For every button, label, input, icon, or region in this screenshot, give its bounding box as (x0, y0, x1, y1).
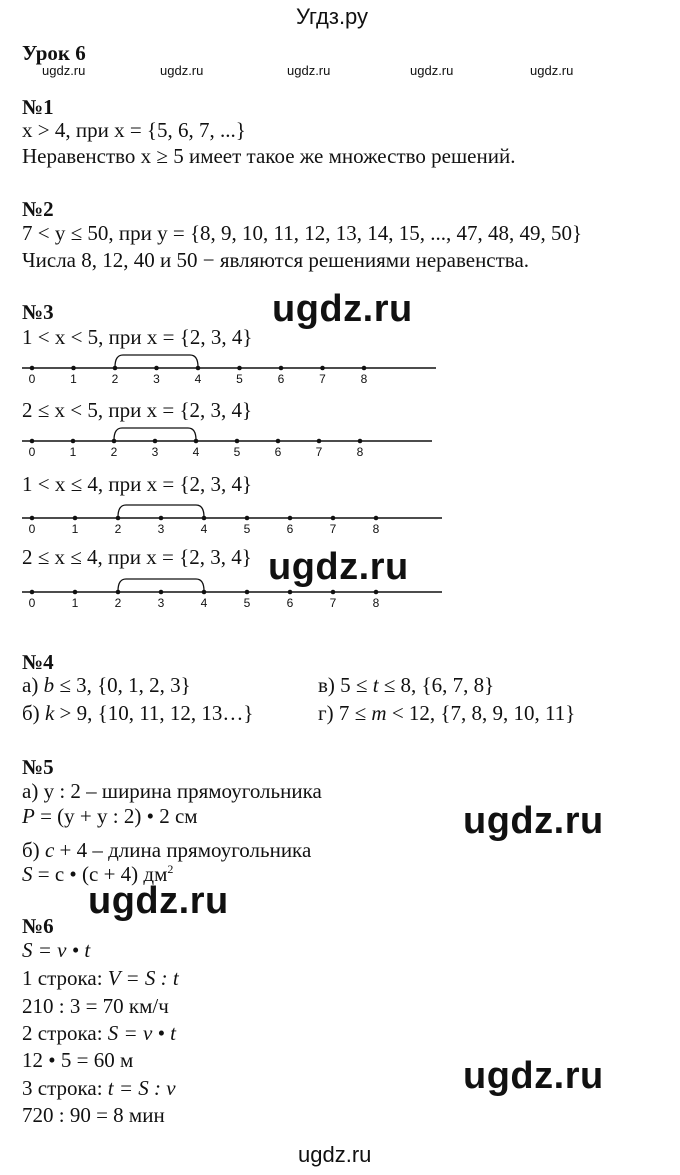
solution-interval-arc (115, 355, 198, 367)
number-line-point (317, 439, 322, 444)
task-6-row2-formula: S = v • t (107, 1021, 176, 1045)
task-4-v-post: ≤ 8, {6, 7, 8} (378, 673, 495, 697)
watermark-small: ugdz.ru (160, 63, 204, 78)
task-4-b-var: k (44, 701, 55, 725)
number-line-point (30, 439, 35, 444)
task-3-item-text: 1 < x ≤ 4, при x = {2, 3, 4} (22, 472, 253, 496)
watermark-small: ugdz.ru (42, 63, 86, 78)
task-4-a-post: ≤ 3, {0, 1, 2, 3} (54, 673, 191, 697)
site-title: Угдз.ру (296, 4, 369, 29)
number-line-point (30, 516, 35, 521)
number-line-point (358, 439, 363, 444)
number-line-tick-label: 6 (286, 596, 294, 610)
task-6-row1-label: 1 строка: (22, 966, 108, 990)
number-line-tick-label: 2 (114, 522, 122, 536)
watermark-big: ugdz.ru (463, 1055, 604, 1097)
number-line-tick-label: 0 (28, 522, 36, 536)
number-line-point (374, 516, 379, 521)
task-5-b-var: c (44, 838, 55, 862)
task-4-a (22, 673, 191, 698)
watermark-small: ugdz.ru (530, 63, 574, 78)
task-4-g-post: < 12, {7, 8, 9, 10, 11} (386, 701, 576, 725)
number-line-point (237, 366, 242, 371)
number-line-tick-label: 3 (157, 596, 165, 610)
task-3-item-text: 2 ≤ x < 5, при x = {2, 3, 4} (22, 398, 253, 422)
task-6-row3 (22, 1076, 176, 1101)
task-4-b-pre: б) (22, 701, 45, 725)
number-line-tick-label: 6 (274, 445, 282, 459)
number-line-point (235, 439, 240, 444)
number-line-tick-label: 5 (243, 596, 251, 610)
number-line-tick-label: 1 (71, 522, 79, 536)
number-line-tick-label: 8 (360, 372, 368, 386)
task-1-line: x > 4, при x = {5, 6, 7, ...} (22, 118, 246, 142)
task-3-item-text: 2 ≤ x ≤ 4, при x = {2, 3, 4} (22, 545, 252, 569)
number-line-point (71, 439, 76, 444)
footer-site: ugdz.ru (298, 1142, 372, 1167)
number-line-tick-label: 7 (329, 522, 337, 536)
number-line-tick-label: 7 (319, 372, 326, 386)
number-line (22, 423, 432, 457)
watermark-small: ugdz.ru (287, 63, 331, 78)
number-line (22, 500, 442, 534)
solution-interval-arc (118, 579, 204, 591)
number-line-tick-label: 6 (277, 372, 285, 386)
number-line-tick-label: 5 (233, 445, 241, 459)
number-line-svg (22, 500, 442, 534)
task-5-b-pre: б) (22, 838, 45, 862)
task-6-row1-calc: 210 : 3 = 70 км/ч (22, 994, 169, 1018)
number-line (22, 350, 436, 384)
number-line-tick-label: 8 (356, 445, 364, 459)
number-line-tick-label: 5 (243, 522, 251, 536)
task-5-a-var: P (22, 804, 35, 828)
number-line-tick-label: 1 (71, 596, 79, 610)
task-4-title: №4 (22, 650, 54, 674)
task-6-row2 (22, 1021, 176, 1046)
watermark-small: ugdz.ru (410, 63, 454, 78)
number-line-point (320, 366, 325, 371)
watermark-big: ugdz.ru (463, 800, 604, 842)
number-line-point (331, 590, 336, 595)
solution-interval-arc (118, 505, 204, 517)
number-line (22, 574, 442, 608)
number-line-tick-label: 5 (236, 372, 243, 386)
task-4-v-pre: в) 5 ≤ (318, 673, 373, 697)
number-line-tick-label: 6 (286, 522, 294, 536)
task-6-row1 (22, 966, 179, 991)
task-4-a-var: b (43, 673, 55, 697)
number-line-point (279, 366, 284, 371)
task-4-b-post: > 9, {10, 11, 12, 13…} (54, 701, 254, 725)
task-2-line: 7 < y ≤ 50, при y = {8, 9, 10, 11, 12, 13, 14, 15, ..., 47, 48, 49, 50} (22, 221, 583, 245)
number-line-tick-label: 4 (192, 445, 200, 459)
number-line-point (154, 366, 159, 371)
number-line-tick-label: 2 (114, 596, 122, 610)
task-4-v-var: t (372, 673, 379, 697)
number-line-tick-label: 3 (153, 372, 160, 386)
task-5-b-var: S (22, 862, 33, 886)
task-6-row3-label: 3 строка: (22, 1076, 108, 1100)
task-3-item-text: 1 < x < 5, при x = {2, 3, 4} (22, 325, 253, 349)
number-line-point (288, 590, 293, 595)
number-line-tick-label: 0 (28, 445, 36, 459)
task-5-a-line: а) y : 2 – ширина прямоугольника (22, 779, 322, 803)
number-line-tick-label: 3 (151, 445, 159, 459)
task-4-g (318, 701, 575, 726)
task-4-g-pre: г) 7 ≤ (318, 701, 372, 725)
number-line-tick-label: 4 (200, 596, 208, 610)
number-line-point (153, 439, 158, 444)
number-line-tick-label: 0 (28, 596, 36, 610)
number-line-svg (22, 574, 442, 608)
number-line-tick-label: 2 (110, 445, 118, 459)
task-6-title: №6 (22, 914, 54, 938)
task-5-title: №5 (22, 755, 54, 779)
number-line-svg (22, 350, 436, 384)
task-2-title: №2 (22, 197, 54, 221)
number-line-tick-label: 1 (70, 372, 77, 386)
number-line-point (159, 516, 164, 521)
number-line-point (159, 590, 164, 595)
number-line-tick-label: 4 (194, 372, 202, 386)
number-line-point (73, 590, 78, 595)
task-3-title: №3 (22, 300, 54, 324)
number-line-svg (22, 423, 432, 457)
watermark-big: ugdz.ru (268, 546, 409, 588)
task-4-g-var: m (371, 701, 387, 725)
task-5-b-line (22, 838, 311, 863)
number-line-tick-label: 7 (315, 445, 323, 459)
watermark-big: ugdz.ru (88, 880, 229, 922)
task-4-b (22, 701, 254, 726)
number-line-tick-label: 8 (372, 596, 380, 610)
number-line-tick-label: 0 (28, 372, 36, 386)
number-line-point (288, 516, 293, 521)
task-6-row1-formula: V = S : t (107, 966, 179, 990)
number-line-point (374, 590, 379, 595)
task-5-b-expr: = c • (c + 4) дм (32, 862, 168, 886)
number-line-point (276, 439, 281, 444)
task-6-row2-label: 2 строка: (22, 1021, 108, 1045)
task-5-b-sup: 2 (167, 862, 174, 876)
watermark-big: ugdz.ru (272, 288, 413, 330)
task-6-row3-formula: t = S : v (107, 1076, 176, 1100)
task-6-row2-calc: 12 • 5 = 60 м (22, 1048, 134, 1072)
number-line-point (73, 516, 78, 521)
task-4-a-pre: а) (22, 673, 44, 697)
task-6-formula: S = v • t (22, 938, 91, 962)
task-4-v (318, 673, 494, 698)
number-line-point (362, 366, 367, 371)
task-2-line: Числа 8, 12, 40 и 50 − являются решениями неравенства. (22, 248, 530, 272)
task-5-b-post: + 4 – длина прямоугольника (54, 838, 312, 862)
number-line-tick-label: 4 (200, 522, 208, 536)
number-line-point (30, 590, 35, 595)
task-5-a-formula (22, 804, 198, 829)
number-line-point (30, 366, 35, 371)
number-line-tick-label: 2 (111, 372, 119, 386)
task-1-title: №1 (22, 95, 54, 119)
number-line-tick-label: 3 (157, 522, 165, 536)
lesson-title: Урок 6 (22, 41, 86, 65)
number-line-tick-label: 8 (372, 522, 380, 536)
number-line-point (331, 516, 336, 521)
solution-interval-arc (114, 428, 196, 440)
task-6-row3-calc: 720 : 90 = 8 мин (22, 1103, 165, 1127)
number-line-tick-label: 7 (329, 596, 337, 610)
number-line-point (71, 366, 76, 371)
task-1-line: Неравенство x ≥ 5 имеет такое же множество решений. (22, 144, 516, 168)
number-line-point (245, 590, 250, 595)
number-line-point (245, 516, 250, 521)
number-line-tick-label: 1 (69, 445, 77, 459)
task-5-a-expr: = (y + y : 2) • 2 см (34, 804, 198, 828)
